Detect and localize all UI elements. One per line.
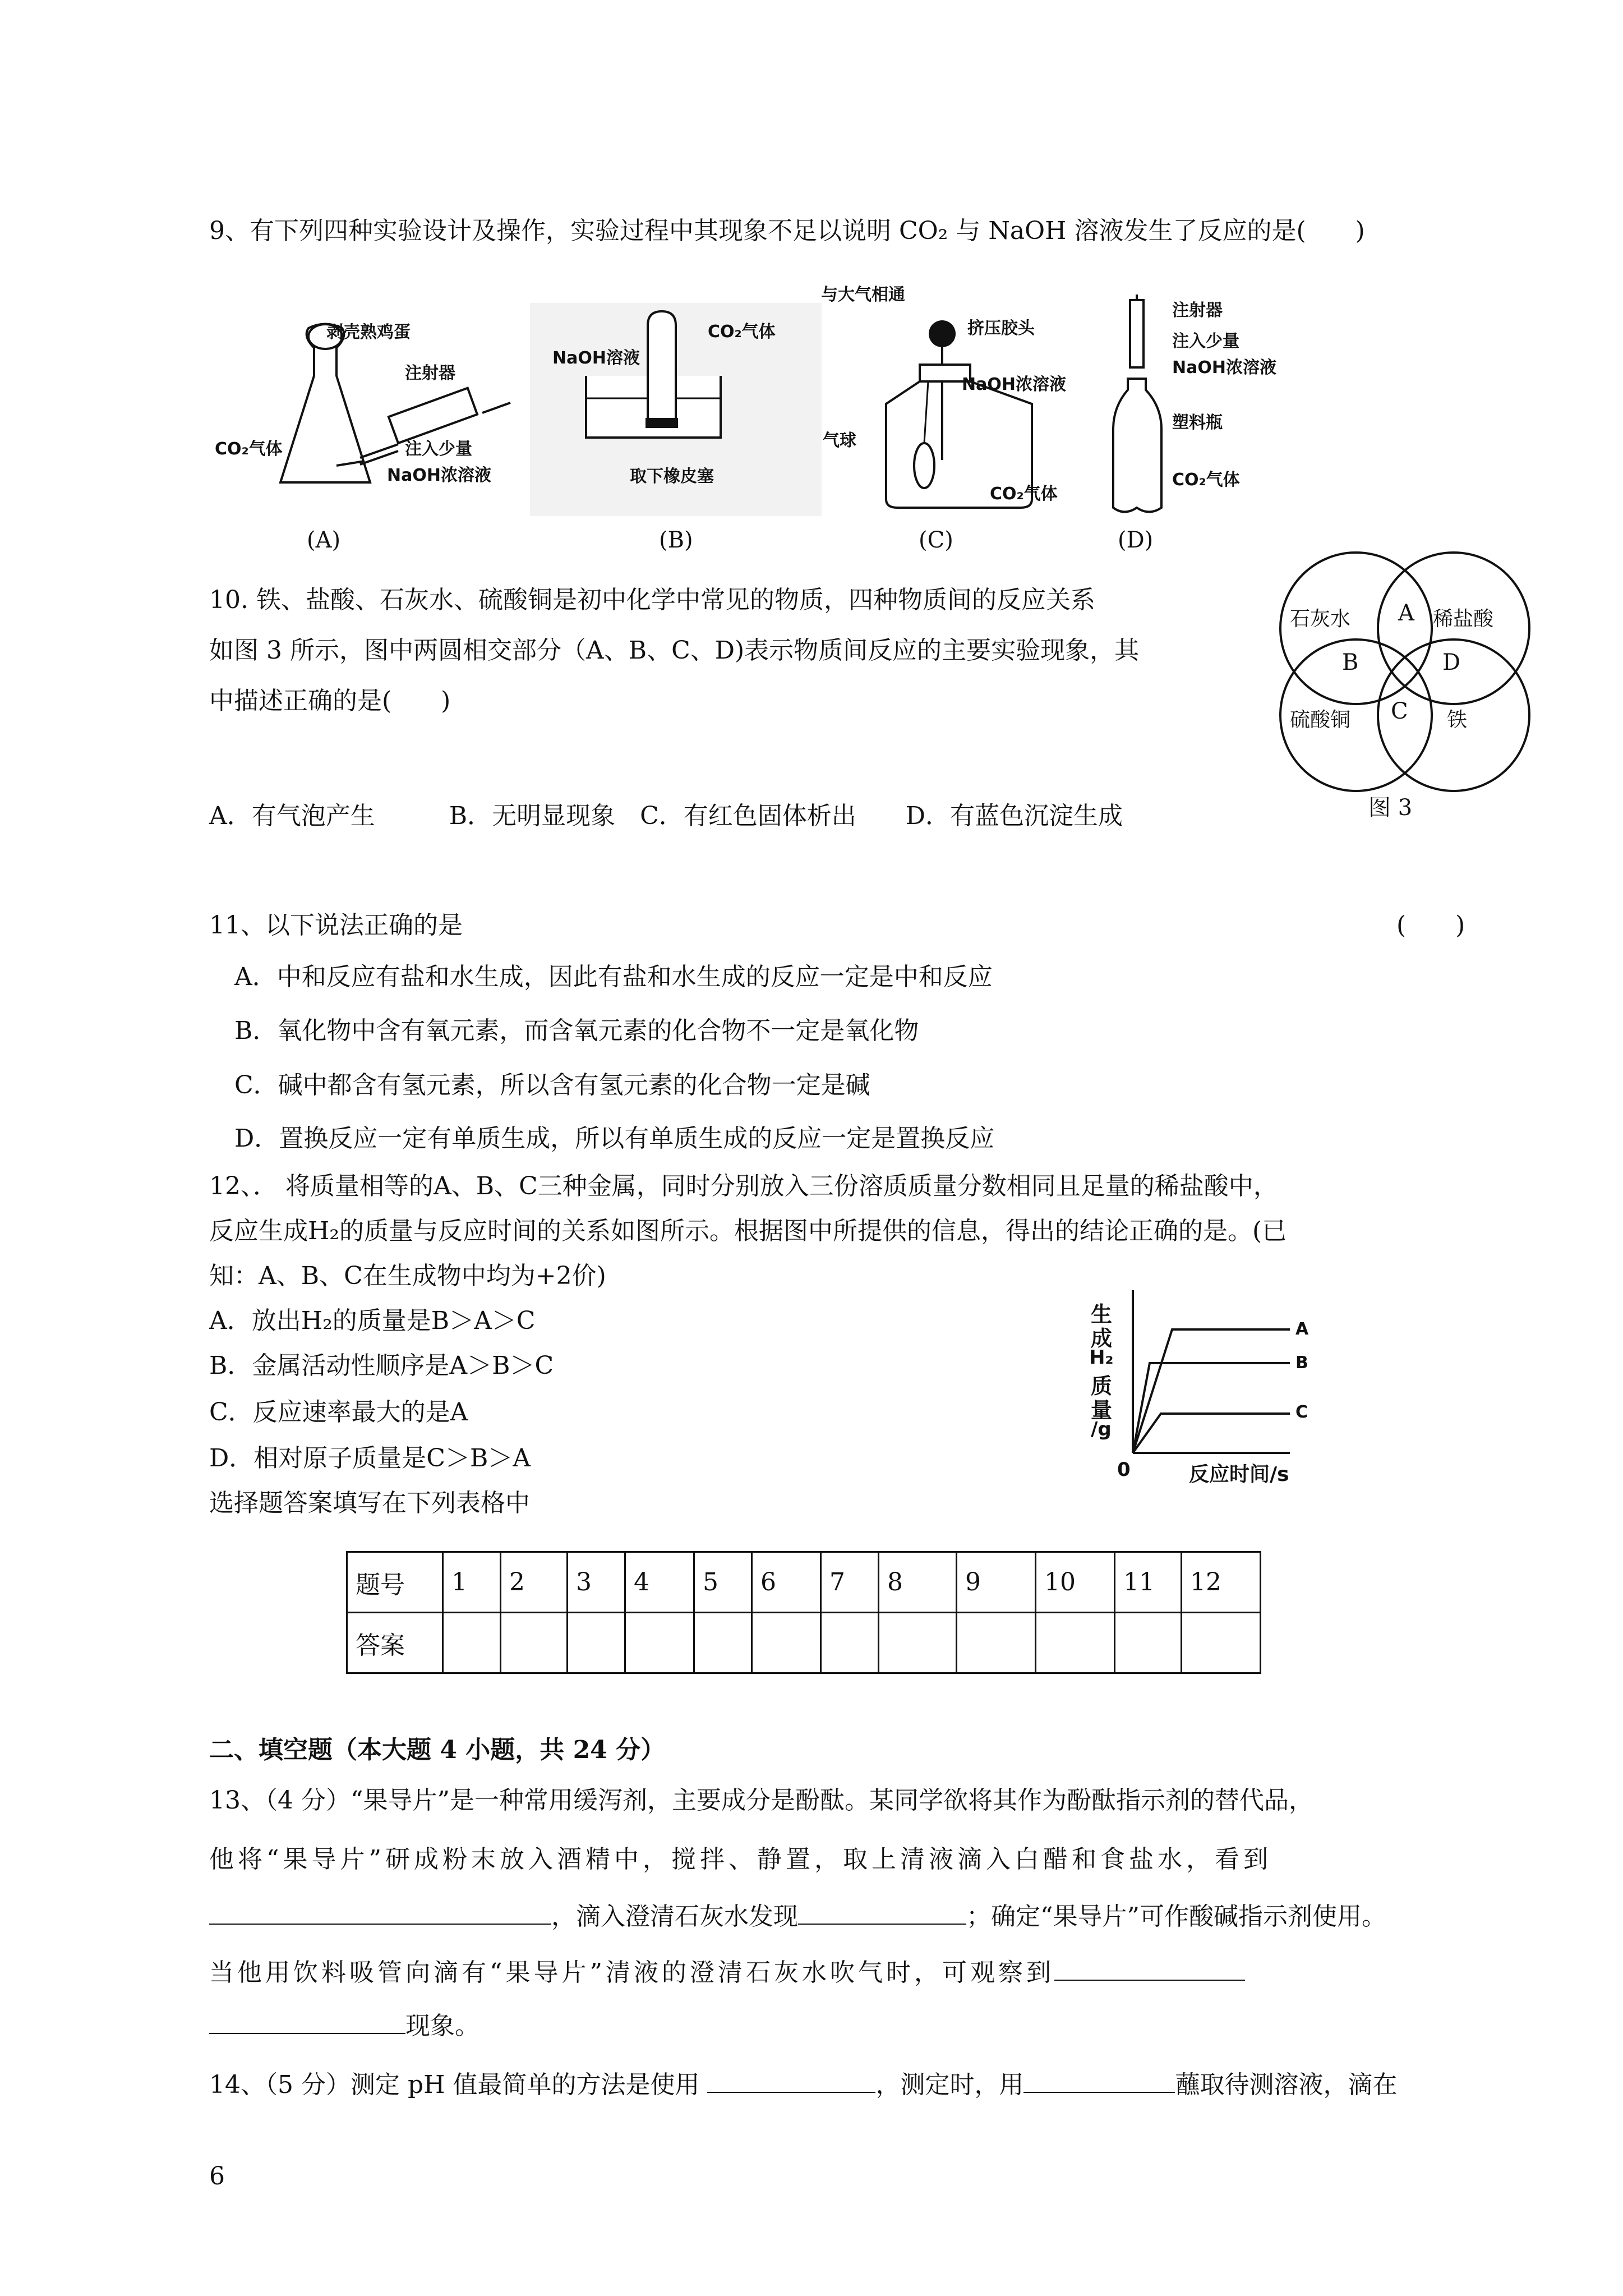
table-row	[347, 1613, 1261, 1673]
fig-d-inject2: NaOH浓溶液	[1172, 358, 1276, 378]
fig-a-gas-label: CO₂气体	[215, 439, 283, 459]
graph-y-1: 生	[1091, 1302, 1113, 1327]
q11-option-a: A．中和反应有盐和水生成，因此有盐和水生成的反应一定是中和反应	[234, 963, 993, 991]
venn-c4: 铁	[1447, 708, 1468, 731]
fig-a-caption: (A)	[307, 527, 341, 553]
venn-c: C	[1391, 698, 1408, 724]
fig-a-inject1: 注入少量	[405, 439, 472, 459]
answer-cell[interactable]	[1036, 1613, 1115, 1673]
q10-options: A．有气泡产生 B．无明显现象 C．有红色固体析出 D．有蓝色沉淀生成	[209, 802, 1123, 830]
fig-c-balloon-label: 气球	[823, 431, 856, 450]
graph-origin: 0	[1117, 1458, 1131, 1481]
table-cell: 11	[1115, 1552, 1182, 1613]
q10-line1: 10. 铁、盐酸、石灰水、硫酸铜是初中化学中常见的物质，四种物质间的反应关系	[209, 586, 1095, 614]
q13-blank-2[interactable]	[798, 1899, 966, 1925]
answer-cell[interactable]	[568, 1613, 625, 1673]
venn-caption: 图 3	[1368, 795, 1413, 821]
table-cell: 9	[957, 1552, 1036, 1613]
answer-cell[interactable]	[1182, 1613, 1261, 1673]
answer-cell[interactable]	[821, 1613, 879, 1673]
table-cell: 6	[752, 1552, 821, 1613]
table-head-number: 题号	[347, 1552, 443, 1613]
graph-curve-c: C	[1295, 1402, 1308, 1422]
fig-d-inject1: 注入少量	[1172, 332, 1239, 351]
venn-d: D	[1442, 650, 1461, 675]
q12-line2: 反应生成H₂的质量与反应时间的关系如图所示。根据图中所提供的信息，得出的结论正确的是。(已	[209, 1217, 1287, 1245]
answer-cell[interactable]	[625, 1613, 694, 1673]
table-cell: 1	[443, 1552, 501, 1613]
q12-line3: 知：A、B、C在生成物中均为+2价)	[209, 1262, 606, 1290]
answer-cell[interactable]	[879, 1613, 957, 1673]
fig-d-bottle-label: 塑料瓶	[1172, 413, 1223, 432]
q13-line3b: ；确定“果导片”可作酸碱指示剂使用。	[966, 1902, 1386, 1931]
fig-a-inject2: NaOH浓溶液	[387, 466, 491, 485]
answer-cell[interactable]	[501, 1613, 568, 1673]
table-cell: 12	[1182, 1552, 1261, 1613]
q11-paren: ( )	[1396, 911, 1465, 940]
q13-blank-4[interactable]	[209, 2008, 405, 2034]
table-cell: 7	[821, 1552, 879, 1613]
q14-part-b: ，测定时，用	[875, 2070, 1024, 2099]
venn-b: B	[1342, 650, 1359, 675]
fig-a-syringe-label: 注射器	[405, 364, 455, 383]
q13-line4-text: 当他用饮料吸管向滴有“果导片”清液的澄清石灰水吹气时，可观察到	[209, 1958, 1054, 1987]
table-cell: 3	[568, 1552, 625, 1613]
answer-cell[interactable]	[694, 1613, 752, 1673]
fig-c-squeeze-label: 挤压胶头	[967, 319, 1035, 338]
venn-diagram	[1273, 544, 1537, 797]
answer-cell[interactable]	[752, 1613, 821, 1673]
venn-c2: 稀盐酸	[1433, 608, 1494, 631]
answer-cell[interactable]	[957, 1613, 1036, 1673]
fig-d-caption: (D)	[1118, 527, 1154, 553]
fig-c-naoh-label: NaOH浓溶液	[962, 375, 1066, 394]
graph-curve-a: A	[1295, 1319, 1309, 1339]
q13-line5-text: 现象。	[405, 2012, 479, 2040]
fig-a-egg-label: 剥壳熟鸡蛋	[326, 323, 411, 342]
q12-option-c: C．反应速率最大的是A	[209, 1398, 468, 1427]
q13-blank-3[interactable]	[1054, 1955, 1245, 1981]
table-row	[347, 1552, 1261, 1613]
fig-b-stopper-label: 取下橡皮塞	[630, 467, 714, 486]
q13-line3a: ，滴入澄清石灰水发现	[551, 1902, 798, 1931]
graph-y-6: /g	[1091, 1418, 1112, 1441]
table-cell: 10	[1036, 1552, 1115, 1613]
q11-option-c: C．碱中都含有氢元素，所以含有氢元素的化合物一定是碱	[234, 1071, 870, 1099]
venn-c1: 石灰水	[1290, 608, 1351, 631]
fig-b-naoh-label: NaOH溶液	[552, 348, 640, 368]
graph-x-label: 反应时间/s	[1189, 1463, 1289, 1486]
graph-y-3: H₂	[1089, 1346, 1114, 1369]
answer-table	[346, 1551, 1261, 1674]
graph-y-5: 量	[1091, 1398, 1113, 1423]
graph-y-4: 质	[1091, 1374, 1113, 1398]
fig-c-air-label: 与大气相通	[821, 285, 905, 305]
q13-line5	[209, 2008, 479, 2043]
fig-c-gas-label: CO₂气体	[990, 484, 1058, 504]
q13-blank-1[interactable]	[209, 1899, 551, 1925]
table-head-answer: 答案	[347, 1613, 443, 1673]
q14-blank-2[interactable]	[1023, 2067, 1175, 2093]
answer-cell[interactable]	[1115, 1613, 1182, 1673]
q10-line2: 如图 3 所示，图中两圆相交部分（A、B、C、D)表示物质间反应的主要实验现象，其	[209, 636, 1140, 665]
q11-stem: 11、以下说法正确的是	[209, 911, 463, 940]
venn-c3: 硫酸铜	[1290, 708, 1351, 731]
fig-c-caption: (C)	[919, 527, 953, 553]
fig-b-gas-label: CO₂气体	[708, 322, 776, 342]
h2-mass-graph	[1088, 1285, 1335, 1487]
q14-line	[209, 2067, 1397, 2102]
answer-cell[interactable]	[443, 1613, 501, 1673]
fig-d-gas-label: CO₂气体	[1172, 470, 1240, 490]
section-2-title: 二、填空题（本大题 4 小题，共 24 分）	[209, 1736, 666, 1764]
graph-y-2: 成	[1091, 1326, 1113, 1351]
q12-option-b: B．金属活动性顺序是A＞B＞C	[209, 1351, 554, 1380]
q11-option-d: D．置换反应一定有单质生成，所以有单质生成的反应一定是置换反应	[234, 1124, 995, 1153]
table-cell: 4	[625, 1552, 694, 1613]
q14-part-c: 蘸取待测溶液，滴在	[1175, 2070, 1398, 2099]
table-cell: 8	[879, 1552, 957, 1613]
fig-d-syringe-label: 注射器	[1172, 301, 1223, 320]
q13-line4	[209, 1955, 1245, 1990]
page-number: 6	[209, 2162, 225, 2191]
q14-blank-1[interactable]	[707, 2067, 875, 2093]
table-cell: 5	[694, 1552, 752, 1613]
table-cell: 2	[501, 1552, 568, 1613]
q12-option-a: A．放出H₂的质量是B＞A＞C	[209, 1306, 536, 1335]
q13-line3	[209, 1899, 1386, 1934]
q13-line1: 13、（4 分）“果导片”是一种常用缓泻剂，主要成分是酚酞。某同学欲将其作为酚酞指示剂的替代品，	[209, 1786, 1313, 1815]
fig-b-caption: (B)	[659, 527, 693, 553]
answer-table-intro: 选择题答案填写在下列表格中	[209, 1489, 530, 1517]
venn-a: A	[1398, 600, 1414, 626]
q9-stem: 9、有下列四种实验设计及操作，实验过程中其现象不足以说明 CO₂ 与 NaOH 溶液发生了反应的是( )	[209, 217, 1365, 245]
q13-line2: 他将“果导片”研成粉末放入酒精中，搅拌、静置，取上清液滴入白醋和食盐水，看到	[209, 1845, 1272, 1874]
q12-line1: 12、． 将质量相等的A、B、C三种金属，同时分别放入三份溶质质量分数相同且足量的稀盐酸中，	[209, 1172, 1278, 1200]
q14-part-a: 14、（5 分）测定 pH 值最简单的方法是使用	[209, 2070, 700, 2099]
q10-line3: 中描述正确的是( )	[209, 687, 451, 715]
q11-option-b: B．氧化物中含有氧元素，而含氧元素的化合物不一定是氧化物	[234, 1016, 919, 1045]
q12-option-d: D．相对原子质量是C＞B＞A	[209, 1444, 531, 1473]
graph-curve-b: B	[1295, 1353, 1308, 1373]
